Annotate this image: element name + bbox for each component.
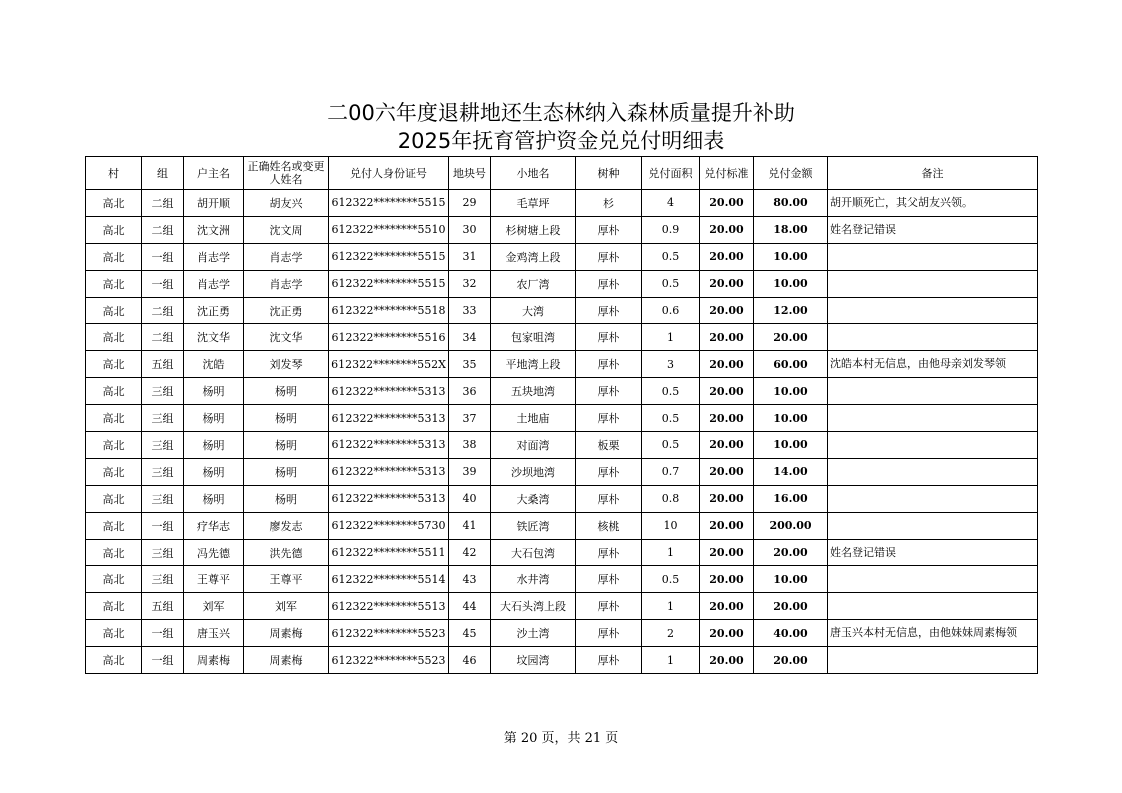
col-place-name-cell: 沙坝地湾 bbox=[491, 458, 576, 485]
col-tree-species-cell: 厚朴 bbox=[576, 593, 642, 620]
col-tree-species-cell: 厚朴 bbox=[576, 539, 642, 566]
col-householder-cell: 沈皓 bbox=[184, 351, 244, 378]
col-area-cell: 0.6 bbox=[642, 297, 700, 324]
col-tree-species-cell: 厚朴 bbox=[576, 620, 642, 647]
col-tree-species-cell: 核桃 bbox=[576, 512, 642, 539]
col-group-cell: 一组 bbox=[142, 512, 184, 539]
col-householder-cell: 周素梅 bbox=[184, 647, 244, 674]
page-number: 第 20 页，共 21 页 bbox=[503, 731, 619, 746]
col-id-number-cell: 612322********5514 bbox=[329, 566, 449, 593]
col-area-header: 兑付面积 bbox=[642, 157, 700, 190]
col-group-header: 组 bbox=[142, 157, 184, 190]
col-amount-cell: 200.00 bbox=[754, 512, 828, 539]
col-area-cell: 0.5 bbox=[642, 432, 700, 459]
col-standard-cell: 20.00 bbox=[700, 324, 754, 351]
col-correct-name-cell: 胡友兴 bbox=[244, 190, 329, 217]
col-place-name-cell: 杉树塘上段 bbox=[491, 216, 576, 243]
col-village-cell: 高北 bbox=[86, 620, 142, 647]
col-group-cell: 三组 bbox=[142, 566, 184, 593]
col-householder-cell: 沈文华 bbox=[184, 324, 244, 351]
col-householder-cell: 杨明 bbox=[184, 458, 244, 485]
col-householder-cell: 沈正勇 bbox=[184, 297, 244, 324]
col-tree-species-cell: 厚朴 bbox=[576, 243, 642, 270]
col-standard-cell: 20.00 bbox=[700, 512, 754, 539]
col-amount-cell: 10.00 bbox=[754, 270, 828, 297]
col-remarks-cell bbox=[828, 512, 1038, 539]
col-standard-cell: 20.00 bbox=[700, 647, 754, 674]
col-amount-cell: 40.00 bbox=[754, 620, 828, 647]
col-plot-number-cell: 39 bbox=[449, 458, 491, 485]
col-standard-cell: 20.00 bbox=[700, 432, 754, 459]
col-area-cell: 0.5 bbox=[642, 405, 700, 432]
col-correct-name-cell: 沈文周 bbox=[244, 216, 329, 243]
col-area-cell: 1 bbox=[642, 324, 700, 351]
col-householder-cell: 杨明 bbox=[184, 405, 244, 432]
col-plot-number-cell: 35 bbox=[449, 351, 491, 378]
col-standard-cell: 20.00 bbox=[700, 620, 754, 647]
col-remarks-cell bbox=[828, 270, 1038, 297]
col-plot-number-cell: 30 bbox=[449, 216, 491, 243]
col-group-cell: 一组 bbox=[142, 270, 184, 297]
col-plot-number-cell: 44 bbox=[449, 593, 491, 620]
col-correct-name-cell: 刘发琴 bbox=[244, 351, 329, 378]
col-correct-name-cell: 洪先德 bbox=[244, 539, 329, 566]
col-area-cell: 2 bbox=[642, 620, 700, 647]
col-amount-cell: 14.00 bbox=[754, 458, 828, 485]
col-remarks-cell bbox=[828, 485, 1038, 512]
col-tree-species-cell: 厚朴 bbox=[576, 270, 642, 297]
col-village-cell: 高北 bbox=[86, 485, 142, 512]
col-tree-species-cell: 厚朴 bbox=[576, 485, 642, 512]
table-row bbox=[86, 539, 1038, 566]
col-id-number-cell: 612322********5313 bbox=[329, 432, 449, 459]
col-place-name-cell: 大石头湾上段 bbox=[491, 593, 576, 620]
col-amount-cell: 10.00 bbox=[754, 405, 828, 432]
col-tree-species-cell: 厚朴 bbox=[576, 566, 642, 593]
col-remarks-cell bbox=[828, 458, 1038, 485]
col-group-cell: 二组 bbox=[142, 297, 184, 324]
col-remarks-cell bbox=[828, 243, 1038, 270]
col-id-number-cell: 612322********552X bbox=[329, 351, 449, 378]
col-householder-cell: 胡开顺 bbox=[184, 190, 244, 217]
col-place-name-cell: 大湾 bbox=[491, 297, 576, 324]
col-id-number-cell: 612322********5313 bbox=[329, 378, 449, 405]
col-village-cell: 高北 bbox=[86, 458, 142, 485]
col-standard-header: 兑付标准 bbox=[700, 157, 754, 190]
table-row bbox=[86, 593, 1038, 620]
col-tree-species-header: 树种 bbox=[576, 157, 642, 190]
col-remarks-cell bbox=[828, 593, 1038, 620]
col-plot-number-cell: 40 bbox=[449, 485, 491, 512]
payment-detail-table bbox=[85, 156, 1038, 674]
col-group-cell: 三组 bbox=[142, 539, 184, 566]
col-area-cell: 0.5 bbox=[642, 378, 700, 405]
col-place-name-cell: 金鸡湾上段 bbox=[491, 243, 576, 270]
col-correct-name-cell: 刘军 bbox=[244, 593, 329, 620]
col-standard-cell: 20.00 bbox=[700, 351, 754, 378]
table-title-line1: 二00六年度退耕地还生态林纳入森林质量提升补助 bbox=[327, 101, 795, 125]
col-amount-cell: 20.00 bbox=[754, 647, 828, 674]
col-group-cell: 五组 bbox=[142, 351, 184, 378]
col-place-name-cell: 五块地湾 bbox=[491, 378, 576, 405]
col-village-cell: 高北 bbox=[86, 216, 142, 243]
col-plot-number-cell: 33 bbox=[449, 297, 491, 324]
col-plot-number-cell: 29 bbox=[449, 190, 491, 217]
col-standard-cell: 20.00 bbox=[700, 485, 754, 512]
col-remarks-cell bbox=[828, 566, 1038, 593]
col-village-cell: 高北 bbox=[86, 351, 142, 378]
col-tree-species-cell: 厚朴 bbox=[576, 297, 642, 324]
col-correct-name-header: 正确姓名或变更人姓名 bbox=[244, 157, 329, 190]
col-remarks-cell bbox=[828, 647, 1038, 674]
col-tree-species-cell: 板栗 bbox=[576, 432, 642, 459]
col-place-name-cell: 大石包湾 bbox=[491, 539, 576, 566]
table-row bbox=[86, 405, 1038, 432]
table-row bbox=[86, 297, 1038, 324]
col-amount-cell: 20.00 bbox=[754, 324, 828, 351]
col-place-name-cell: 沙土湾 bbox=[491, 620, 576, 647]
col-correct-name-cell: 杨明 bbox=[244, 432, 329, 459]
col-place-name-cell: 坟园湾 bbox=[491, 647, 576, 674]
col-remarks-cell: 姓名登记错误 bbox=[828, 216, 1038, 243]
col-standard-cell: 20.00 bbox=[700, 458, 754, 485]
table-row bbox=[86, 458, 1038, 485]
table-row bbox=[86, 190, 1038, 217]
col-tree-species-cell: 厚朴 bbox=[576, 458, 642, 485]
table-row bbox=[86, 620, 1038, 647]
col-standard-cell: 20.00 bbox=[700, 378, 754, 405]
col-village-cell: 高北 bbox=[86, 593, 142, 620]
col-village-cell: 高北 bbox=[86, 243, 142, 270]
table-row bbox=[86, 216, 1038, 243]
col-tree-species-cell: 厚朴 bbox=[576, 405, 642, 432]
col-id-number-cell: 612322********5313 bbox=[329, 485, 449, 512]
col-village-cell: 高北 bbox=[86, 190, 142, 217]
col-id-number-cell: 612322********5313 bbox=[329, 458, 449, 485]
col-area-cell: 0.5 bbox=[642, 566, 700, 593]
col-group-cell: 一组 bbox=[142, 647, 184, 674]
col-amount-cell: 10.00 bbox=[754, 432, 828, 459]
col-group-cell: 一组 bbox=[142, 620, 184, 647]
col-area-cell: 1 bbox=[642, 539, 700, 566]
col-correct-name-cell: 肖志学 bbox=[244, 270, 329, 297]
col-remarks-cell: 唐玉兴本村无信息，由他妹妹周素梅领 bbox=[828, 620, 1038, 647]
col-id-number-cell: 612322********5518 bbox=[329, 297, 449, 324]
col-correct-name-cell: 杨明 bbox=[244, 405, 329, 432]
col-village-cell: 高北 bbox=[86, 270, 142, 297]
col-correct-name-cell: 王尊平 bbox=[244, 566, 329, 593]
col-remarks-cell bbox=[828, 378, 1038, 405]
col-householder-cell: 刘军 bbox=[184, 593, 244, 620]
col-place-name-cell: 对面湾 bbox=[491, 432, 576, 459]
col-amount-cell: 60.00 bbox=[754, 351, 828, 378]
table-row bbox=[86, 566, 1038, 593]
col-id-number-cell: 612322********5516 bbox=[329, 324, 449, 351]
col-group-cell: 三组 bbox=[142, 378, 184, 405]
col-area-cell: 10 bbox=[642, 512, 700, 539]
col-tree-species-cell: 厚朴 bbox=[576, 324, 642, 351]
col-village-cell: 高北 bbox=[86, 512, 142, 539]
col-standard-cell: 20.00 bbox=[700, 270, 754, 297]
col-amount-cell: 10.00 bbox=[754, 378, 828, 405]
col-village-cell: 高北 bbox=[86, 324, 142, 351]
col-remarks-cell: 胡开顺死亡，其父胡友兴领。 bbox=[828, 190, 1038, 217]
col-area-cell: 0.8 bbox=[642, 485, 700, 512]
col-standard-cell: 20.00 bbox=[700, 539, 754, 566]
col-place-name-cell: 铁匠湾 bbox=[491, 512, 576, 539]
col-place-name-cell: 毛草坪 bbox=[491, 190, 576, 217]
col-householder-header: 户主名 bbox=[184, 157, 244, 190]
col-id-number-cell: 612322********5513 bbox=[329, 593, 449, 620]
col-id-number-cell: 612322********5523 bbox=[329, 647, 449, 674]
col-group-cell: 二组 bbox=[142, 190, 184, 217]
col-village-cell: 高北 bbox=[86, 378, 142, 405]
col-tree-species-cell: 厚朴 bbox=[576, 351, 642, 378]
col-place-name-cell: 土地庙 bbox=[491, 405, 576, 432]
col-village-cell: 高北 bbox=[86, 647, 142, 674]
col-householder-cell: 疗华志 bbox=[184, 512, 244, 539]
col-amount-cell: 10.00 bbox=[754, 243, 828, 270]
col-group-cell: 五组 bbox=[142, 593, 184, 620]
col-area-cell: 0.5 bbox=[642, 243, 700, 270]
col-area-cell: 0.5 bbox=[642, 270, 700, 297]
col-group-cell: 三组 bbox=[142, 485, 184, 512]
col-plot-number-cell: 41 bbox=[449, 512, 491, 539]
col-amount-cell: 18.00 bbox=[754, 216, 828, 243]
col-householder-cell: 杨明 bbox=[184, 485, 244, 512]
col-area-cell: 4 bbox=[642, 190, 700, 217]
col-area-cell: 1 bbox=[642, 593, 700, 620]
col-remarks-cell bbox=[828, 432, 1038, 459]
col-id-number-cell: 612322********5515 bbox=[329, 190, 449, 217]
col-correct-name-cell: 杨明 bbox=[244, 378, 329, 405]
col-remarks-header: 备注 bbox=[828, 157, 1038, 190]
col-village-cell: 高北 bbox=[86, 297, 142, 324]
col-householder-cell: 王尊平 bbox=[184, 566, 244, 593]
col-group-cell: 三组 bbox=[142, 458, 184, 485]
col-householder-cell: 沈文洲 bbox=[184, 216, 244, 243]
col-place-name-cell: 大桑湾 bbox=[491, 485, 576, 512]
col-plot-number-cell: 46 bbox=[449, 647, 491, 674]
col-amount-cell: 20.00 bbox=[754, 593, 828, 620]
col-householder-cell: 杨明 bbox=[184, 378, 244, 405]
col-place-name-cell: 平地湾上段 bbox=[491, 351, 576, 378]
table-row bbox=[86, 324, 1038, 351]
col-correct-name-cell: 沈文华 bbox=[244, 324, 329, 351]
col-group-cell: 二组 bbox=[142, 324, 184, 351]
col-amount-header: 兑付金额 bbox=[754, 157, 828, 190]
col-plot-number-cell: 36 bbox=[449, 378, 491, 405]
col-plot-number-cell: 31 bbox=[449, 243, 491, 270]
col-standard-cell: 20.00 bbox=[700, 593, 754, 620]
col-group-cell: 三组 bbox=[142, 405, 184, 432]
table-title-line2: 2025年抚育管护资金兑兑付明细表 bbox=[397, 129, 725, 153]
col-group-cell: 一组 bbox=[142, 243, 184, 270]
col-tree-species-cell: 厚朴 bbox=[576, 216, 642, 243]
table-row bbox=[86, 351, 1038, 378]
col-id-number-cell: 612322********5515 bbox=[329, 270, 449, 297]
table-row bbox=[86, 432, 1038, 459]
col-plot-number-cell: 43 bbox=[449, 566, 491, 593]
col-plot-number-cell: 32 bbox=[449, 270, 491, 297]
col-group-cell: 三组 bbox=[142, 432, 184, 459]
col-amount-cell: 12.00 bbox=[754, 297, 828, 324]
header-row bbox=[86, 157, 1038, 190]
col-householder-cell: 肖志学 bbox=[184, 243, 244, 270]
col-village-cell: 高北 bbox=[86, 566, 142, 593]
col-plot-number-cell: 42 bbox=[449, 539, 491, 566]
col-id-number-cell: 612322********5511 bbox=[329, 539, 449, 566]
col-standard-cell: 20.00 bbox=[700, 405, 754, 432]
col-amount-cell: 16.00 bbox=[754, 485, 828, 512]
col-householder-cell: 杨明 bbox=[184, 432, 244, 459]
table-row bbox=[86, 378, 1038, 405]
col-village-cell: 高北 bbox=[86, 539, 142, 566]
col-plot-number-cell: 38 bbox=[449, 432, 491, 459]
col-plot-number-cell: 37 bbox=[449, 405, 491, 432]
col-group-cell: 二组 bbox=[142, 216, 184, 243]
col-plot-number-header: 地块号 bbox=[449, 157, 491, 190]
col-tree-species-cell: 杉 bbox=[576, 190, 642, 217]
col-standard-cell: 20.00 bbox=[700, 566, 754, 593]
table-row bbox=[86, 512, 1038, 539]
col-amount-cell: 80.00 bbox=[754, 190, 828, 217]
col-remarks-cell: 姓名登记错误 bbox=[828, 539, 1038, 566]
col-place-name-cell: 包家咀湾 bbox=[491, 324, 576, 351]
col-householder-cell: 肖志学 bbox=[184, 270, 244, 297]
col-correct-name-cell: 廖发志 bbox=[244, 512, 329, 539]
col-id-number-cell: 612322********5515 bbox=[329, 243, 449, 270]
col-place-name-cell: 农厂湾 bbox=[491, 270, 576, 297]
table-body bbox=[86, 190, 1038, 674]
col-householder-cell: 唐玉兴 bbox=[184, 620, 244, 647]
col-correct-name-cell: 杨明 bbox=[244, 485, 329, 512]
col-standard-cell: 20.00 bbox=[700, 297, 754, 324]
table-row bbox=[86, 647, 1038, 674]
col-correct-name-cell: 肖志学 bbox=[244, 243, 329, 270]
col-tree-species-cell: 厚朴 bbox=[576, 378, 642, 405]
col-correct-name-cell: 周素梅 bbox=[244, 647, 329, 674]
col-correct-name-cell: 杨明 bbox=[244, 458, 329, 485]
col-amount-cell: 20.00 bbox=[754, 539, 828, 566]
col-remarks-cell bbox=[828, 297, 1038, 324]
col-village-cell: 高北 bbox=[86, 432, 142, 459]
col-village-cell: 高北 bbox=[86, 405, 142, 432]
col-place-name-cell: 水井湾 bbox=[491, 566, 576, 593]
col-plot-number-cell: 45 bbox=[449, 620, 491, 647]
table-row bbox=[86, 243, 1038, 270]
col-id-number-cell: 612322********5313 bbox=[329, 405, 449, 432]
col-tree-species-cell: 厚朴 bbox=[576, 647, 642, 674]
col-area-cell: 0.7 bbox=[642, 458, 700, 485]
col-correct-name-cell: 沈正勇 bbox=[244, 297, 329, 324]
col-area-cell: 0.9 bbox=[642, 216, 700, 243]
col-id-number-cell: 612322********5510 bbox=[329, 216, 449, 243]
col-id-number-cell: 612322********5730 bbox=[329, 512, 449, 539]
table-row bbox=[86, 485, 1038, 512]
col-place-name-header: 小地名 bbox=[491, 157, 576, 190]
col-area-cell: 1 bbox=[642, 647, 700, 674]
table-row bbox=[86, 270, 1038, 297]
col-remarks-cell: 沈皓本村无信息，由他母亲刘发琴领 bbox=[828, 351, 1038, 378]
col-amount-cell: 10.00 bbox=[754, 566, 828, 593]
col-standard-cell: 20.00 bbox=[700, 190, 754, 217]
col-correct-name-cell: 周素梅 bbox=[244, 620, 329, 647]
col-id-number-header: 兑付人身份证号 bbox=[329, 157, 449, 190]
col-standard-cell: 20.00 bbox=[700, 243, 754, 270]
col-id-number-cell: 612322********5523 bbox=[329, 620, 449, 647]
col-remarks-cell bbox=[828, 405, 1038, 432]
col-remarks-cell bbox=[828, 324, 1038, 351]
col-area-cell: 3 bbox=[642, 351, 700, 378]
col-plot-number-cell: 34 bbox=[449, 324, 491, 351]
col-standard-cell: 20.00 bbox=[700, 216, 754, 243]
col-village-header: 村 bbox=[86, 157, 142, 190]
col-householder-cell: 冯先德 bbox=[184, 539, 244, 566]
